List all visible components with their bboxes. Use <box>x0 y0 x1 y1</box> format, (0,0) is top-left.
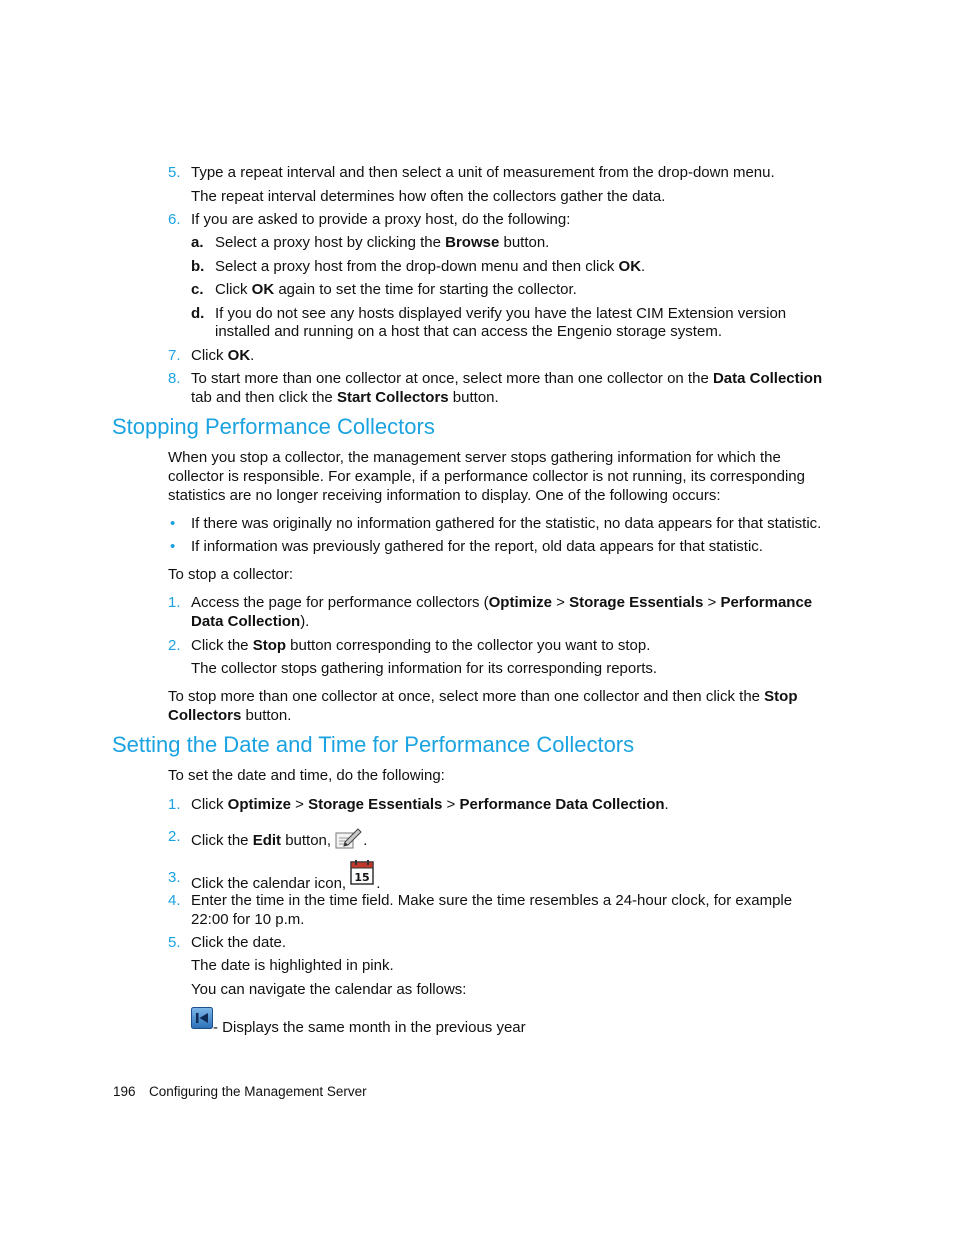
substep-letter: a. <box>191 234 204 251</box>
footer-title: Configuring the Management Server <box>149 1083 367 1099</box>
edit-icon <box>335 827 363 854</box>
step-note: The repeat interval determines how often the collectors gather the data. <box>191 188 666 205</box>
paragraph: Collectors button. <box>168 707 292 724</box>
step-text: Click OK. <box>191 347 255 364</box>
step-number: 3. <box>168 869 181 886</box>
substep-letter: c. <box>191 281 204 298</box>
substep-text: Select a proxy host from the drop-down menu and then click OK. <box>215 258 646 275</box>
step-number: 7. <box>168 347 181 364</box>
step-text: Click the date. <box>191 934 287 951</box>
substep-text: Select a proxy host by clicking the Browse button. <box>215 234 550 251</box>
calendar-icon <box>350 859 376 890</box>
bullet-text: If information was previously gathered for the report, old data appears for that statistic. <box>191 538 763 555</box>
nav-item: - Displays the same month in the previous year <box>191 1007 526 1034</box>
step-text: To start more than one collector at once, select more than one collector on the Data Collection <box>191 370 823 387</box>
page-number: 196 <box>113 1083 136 1099</box>
step-number: 5. <box>168 164 181 181</box>
step-text: Click Optimize > Storage Essentials > Performance Data Collection. <box>191 796 669 813</box>
bullet-marker: • <box>170 515 176 532</box>
substep-text: If you do not see any hosts displayed verify you have the latest CIM Extension version <box>215 305 787 322</box>
step-number: 2. <box>168 637 181 654</box>
bullet-text: If there was originally no information gathered for the statistic, no data appears for that statistic. <box>191 515 822 532</box>
section-heading: Stopping Performance Collectors <box>112 414 435 439</box>
step-text: Click the Edit button, . <box>191 827 367 854</box>
step-text: Access the page for performance collectors (Optimize > Storage Essentials > Performance <box>191 594 813 611</box>
step-number: 1. <box>168 796 181 813</box>
step-note: The collector stops gathering information for its corresponding reports. <box>191 660 658 677</box>
step-number: 1. <box>168 594 181 611</box>
substep-text: Click OK again to set the time for starting the collector. <box>215 281 577 298</box>
bullet-marker: • <box>170 538 176 555</box>
step-note: You can navigate the calendar as follows: <box>191 981 467 998</box>
paragraph: To stop a collector: <box>168 566 294 583</box>
step-text: Click the Stop button corresponding to the collector you want to stop. <box>191 637 651 654</box>
paragraph: collector is responsible. For example, if a performance collector is not running, its corresponding <box>168 468 805 485</box>
step-text: Click the calendar icon, 15 . <box>191 859 380 890</box>
substep-letter: b. <box>191 258 205 275</box>
section-heading: Setting the Date and Time for Performance Collectors <box>112 732 635 757</box>
step-note: The date is highlighted in pink. <box>191 957 394 974</box>
step-number: 8. <box>168 370 181 387</box>
step-number: 6. <box>168 211 181 228</box>
step-text: 22:00 for 10 p.m. <box>191 911 305 928</box>
paragraph: When you stop a collector, the management server stops gathering information for which the <box>168 449 781 466</box>
substep-text: installed and running on a host that can access the Engenio storage system. <box>215 323 722 340</box>
step-text: Data Collection). <box>191 613 310 630</box>
paragraph: statistics are no longer receiving information to display. One of the following occurs: <box>168 487 721 504</box>
step-text: Type a repeat interval and then select a unit of measurement from the drop-down menu. <box>191 164 775 181</box>
paragraph: To set the date and time, do the following: <box>168 767 445 784</box>
calendar-day: 15 <box>354 871 370 884</box>
paragraph: To stop more than one collector at once, select more than one collector and then click the Stop <box>168 688 798 705</box>
step-number: 2. <box>168 828 181 845</box>
step-text: tab and then click the Start Collectors button. <box>191 389 499 406</box>
step-text: If you are asked to provide a proxy host, do the following: <box>191 211 571 228</box>
step-text: Enter the time in the time field. Make sure the time resembles a 24-hour clock, for example <box>191 892 793 909</box>
step-number: 4. <box>168 892 181 909</box>
step-number: 5. <box>168 934 181 951</box>
substep-letter: d. <box>191 305 205 322</box>
previous-year-icon <box>191 1007 213 1034</box>
